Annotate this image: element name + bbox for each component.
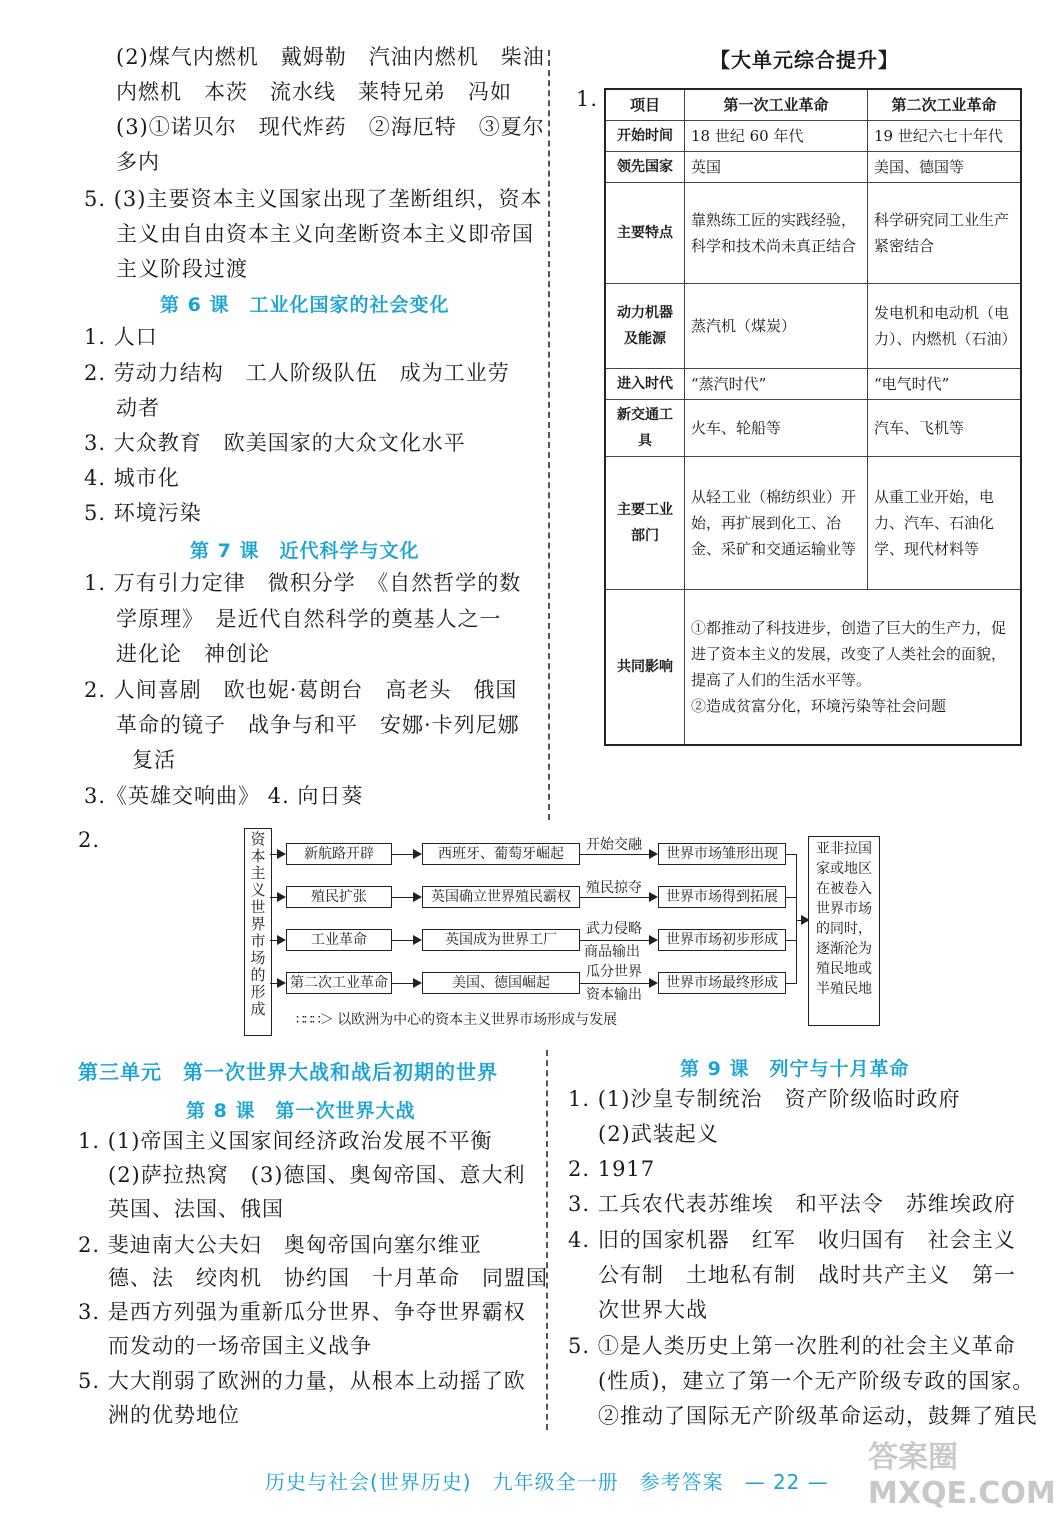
text-line: (2)煤气内燃机 戴姆勒 汽油内燃机 柴油 xyxy=(116,45,545,69)
common-impact-line: ①都推动了科技进步，创造了巨大的生产力，促进了资本主义的发展，改变了人类社会的面貌，提高了人们的生活水平等。 xyxy=(691,619,1007,689)
market-stage-box: 世界市场初步形成 xyxy=(658,929,786,951)
text-line: 2. 人间喜剧 欧也妮·葛朗台 高老头 俄国 xyxy=(84,678,518,702)
table-cell: 科学研究同工业生产紧密结合 xyxy=(868,183,1022,284)
table-cell: 汽车、飞机等 xyxy=(868,400,1022,457)
table-cell: “蒸汽时代” xyxy=(685,369,868,400)
arrow xyxy=(270,897,284,898)
text-line: 1. 万有引力定律 微积分学 《自然哲学的数 xyxy=(84,571,522,595)
text-line: 公有制 土地私有制 战时共产主义 第一 xyxy=(598,1263,1016,1287)
row-label: 主要特点 xyxy=(605,183,685,284)
text-line: (性质)，建立了第一个无产阶级专政的国家。 xyxy=(598,1369,1035,1393)
header-cell: 项目 xyxy=(605,89,685,121)
link-label: 武力侵略 xyxy=(586,921,642,937)
text-line: 洲的优势地位 xyxy=(108,1403,240,1427)
table-cell: “电气时代” xyxy=(868,369,1022,400)
table-row xyxy=(605,400,1021,457)
question-number: 1. xyxy=(576,87,599,111)
link-label: 瓜分世界 xyxy=(586,964,642,980)
common-impact-line: ②造成贫富分化，环境污染等社会问题 xyxy=(691,697,947,715)
text-line: 而发动的一场帝国主义战争 xyxy=(108,1334,372,1358)
text-line: 英国、法国、俄国 xyxy=(108,1197,284,1221)
cause-box: 工业革命 xyxy=(286,929,392,951)
cause-box: 第二次工业革命 xyxy=(286,972,392,994)
text-line: 革命的镜子 战争与和平 安娜·卡列尼娜 xyxy=(116,713,520,737)
link-label: 商品输出 xyxy=(584,944,640,960)
arrow xyxy=(580,983,656,984)
table-cell: 靠熟练工匠的实践经验，科学和技术尚未真正结合 xyxy=(685,183,868,284)
result-box: 英国成为世界工厂 xyxy=(422,929,580,951)
text-line: 4. 城市化 xyxy=(84,466,180,490)
bottom-note xyxy=(296,1012,617,1028)
text-line: (3)①诺贝尔 现代炸药 ②海厄特 ③夏尔 xyxy=(116,115,545,139)
table-cell: 发电机和电动机（电力）、内燃机（石油） xyxy=(868,284,1022,369)
table-cell: 从重工业开始，电力、汽车、石油化学、现代材料等 xyxy=(868,457,1022,590)
link-label: 资本输出 xyxy=(586,987,642,1003)
lesson8-title: 第 8 课 第一次世界大战 xyxy=(186,1100,416,1122)
dotted-arrow-icon: ∷∷∷＞ xyxy=(296,1012,333,1028)
text-line: 1. (1)帝国主义国家间经济政治发展不平衡 xyxy=(78,1129,493,1153)
text-line: (2)武装起义 xyxy=(598,1122,719,1146)
diagram-left-title: 资本主义世界市场的形成 xyxy=(244,828,272,1036)
industrial-revolution-table xyxy=(604,88,1022,746)
text-line: 复活 xyxy=(132,748,176,772)
cause-box: 殖民扩张 xyxy=(286,886,392,908)
connector-line xyxy=(786,983,796,984)
result-box: 美国、德国崛起 xyxy=(422,972,580,994)
header-cell: 第一次工业革命 xyxy=(685,89,868,121)
result-box: 西班牙、葡萄牙崛起 xyxy=(422,843,580,865)
text-line: 2. 斐迪南大公夫妇 奥匈帝国向塞尔维亚 xyxy=(78,1233,482,1257)
row-label: 主要工业部门 xyxy=(605,457,685,590)
row-label: 开始时间 xyxy=(605,121,685,152)
text-line: 内燃机 本茨 流水线 莱特兄弟 冯如 xyxy=(116,80,512,104)
page-footer: 历史与社会(世界历史) 九年级全一册 参考答案 — 22 — xyxy=(265,1470,829,1494)
connector-line xyxy=(786,854,796,855)
arrow xyxy=(392,897,420,898)
text-line: (2)萨拉热窝 (3)德国、奥匈帝国、意大利 xyxy=(108,1163,526,1187)
table-cell: 蒸汽机（煤炭） xyxy=(685,284,868,369)
arrow xyxy=(580,854,656,855)
link-label: 开始交融 xyxy=(586,837,642,853)
text-line: 主义由自由资本主义向垄断资本主义即帝国 xyxy=(116,222,534,246)
market-stage-box: 世界市场最终形成 xyxy=(658,972,786,994)
text-line: 2. 1917 xyxy=(568,1157,656,1181)
text-line: 2. 劳动力结构 工人阶级队伍 成为工业劳 xyxy=(84,361,510,385)
text-line: 1. 人口 xyxy=(84,325,158,349)
table-cell: 18 世纪 60 年代 xyxy=(685,121,868,152)
text-line: 3. 大众教育 欧美国家的大众文化水平 xyxy=(84,431,466,455)
text-line: 进化论 神创论 xyxy=(116,642,270,666)
table-row xyxy=(605,183,1021,284)
lesson6-title: 第 6 课 工业化国家的社会变化 xyxy=(160,294,450,316)
text-line: 5. 大大削弱了欧洲的力量，从根本上动摇了欧 xyxy=(78,1369,526,1393)
arrow xyxy=(796,920,808,921)
text-line: 主义阶段过渡 xyxy=(116,257,248,281)
link-label: 殖民掠夺 xyxy=(586,880,642,896)
text-line: ②推动了国际无产阶级革命运动，鼓舞了殖民 xyxy=(598,1404,1038,1428)
row-label: 动力机器及能源 xyxy=(605,284,685,369)
table-cell: 19 世纪六七十年代 xyxy=(868,121,1022,152)
common-impact-cell xyxy=(685,590,1022,746)
text-line: 3.《英雄交响曲》 4. 向日葵 xyxy=(84,784,364,808)
row-label: 进入时代 xyxy=(605,369,685,400)
lesson9-title: 第 9 课 列宁与十月革命 xyxy=(680,1058,910,1080)
row-label: 领先国家 xyxy=(605,152,685,183)
table-row xyxy=(605,152,1021,183)
table-cell: 火车、轮船等 xyxy=(685,400,868,457)
connector-line xyxy=(796,854,797,984)
connector-line xyxy=(786,940,796,941)
table-cell: 美国、德国等 xyxy=(868,152,1022,183)
text-line: 1. (1)沙皇专制统治 资产阶级临时政府 xyxy=(568,1087,961,1111)
row-label: 共同影响 xyxy=(605,590,685,746)
lesson7-title: 第 7 课 近代科学与文化 xyxy=(190,540,420,562)
text-line: 5. (3)主要资本主义国家出现了垄断组织，资本 xyxy=(84,187,543,211)
text-line: 5. 环境污染 xyxy=(84,501,202,525)
arrow xyxy=(270,854,284,855)
text-line: 次世界大战 xyxy=(598,1298,708,1322)
text-line: 4. 旧的国家机器 红军 收归国有 社会主义 xyxy=(568,1228,1016,1252)
table-header-row xyxy=(605,89,1021,121)
text-line: 5. ①是人类历史上第一次胜利的社会主义革命 xyxy=(568,1334,1016,1358)
unit-review-title: 【大单元综合提升】 xyxy=(710,48,899,72)
header-cell: 第二次工业革命 xyxy=(868,89,1022,121)
text-line: 3. 工兵农代表苏维埃 和平法令 苏维埃政府 xyxy=(568,1192,1016,1216)
table-row xyxy=(605,284,1021,369)
text-line: 3. 是西方列强为重新瓜分世界、争夺世界霸权 xyxy=(78,1300,526,1324)
outcome-box: 亚非拉国家或地区在被卷入世界市场的同时，逐渐沦为殖民地或半殖民地 xyxy=(808,836,880,1026)
connector-line xyxy=(786,897,796,898)
row-label: 新交通工具 xyxy=(605,400,685,457)
arrow xyxy=(392,854,420,855)
column-divider-bottom xyxy=(546,1050,548,1430)
market-stage-box: 世界市场得到拓展 xyxy=(658,886,786,908)
result-box: 英国确立世界殖民霸权 xyxy=(422,886,580,908)
unit3-title: 第三单元 第一次世界大战和战后初期的世界 xyxy=(78,1060,498,1084)
text-line: 学原理》 是近代自然科学的奠基人之一 xyxy=(116,607,502,631)
arrow xyxy=(580,940,656,941)
arrow xyxy=(580,897,656,898)
arrow xyxy=(392,983,420,984)
arrow xyxy=(392,940,420,941)
text-line: 动者 xyxy=(116,396,160,420)
text-line: 多内 xyxy=(116,150,160,174)
table-row xyxy=(605,369,1021,400)
table-cell: 英国 xyxy=(685,152,868,183)
arrow xyxy=(270,983,284,984)
column-divider-top xyxy=(548,50,550,820)
table-row xyxy=(605,590,1021,746)
table-row xyxy=(605,457,1021,590)
watermark-logo: 答案圈 MXQE.COM xyxy=(868,1440,1056,1511)
arrow xyxy=(270,940,284,941)
text-line: 德、法 绞肉机 协约国 十月革命 同盟国 xyxy=(108,1266,548,1290)
table-row xyxy=(605,121,1021,152)
cause-box: 新航路开辟 xyxy=(286,843,392,865)
bottom-note-text: 以欧洲为中心的资本主义世界市场形成与发展 xyxy=(337,1012,618,1028)
market-stage-box: 世界市场雏形出现 xyxy=(658,843,786,865)
question-number: 2. xyxy=(78,828,101,852)
table-cell: 从轻工业（棉纺织业）开始，再扩展到化工、冶金、采矿和交通运输业等 xyxy=(685,457,868,590)
